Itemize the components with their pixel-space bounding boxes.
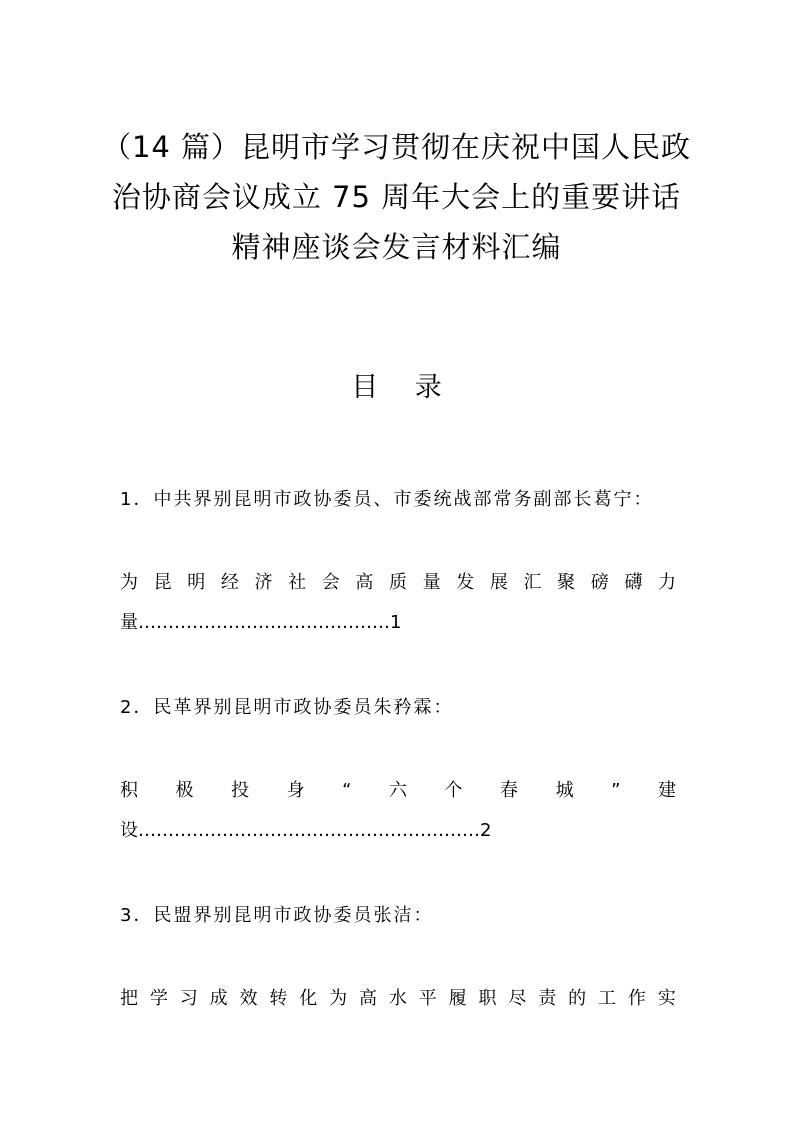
title-line-2: 治协商会议成立 75 周年大会上的重要讲话 bbox=[111, 180, 682, 214]
toc-char: 高 bbox=[355, 572, 374, 593]
toc-char: 社 bbox=[288, 572, 307, 593]
toc-char: 把 bbox=[120, 988, 138, 1009]
toc-char: 工 bbox=[598, 988, 616, 1009]
toc-char: 力 bbox=[658, 572, 676, 593]
toc-char: 聚 bbox=[557, 572, 576, 593]
toc-char: 磅 bbox=[590, 572, 609, 593]
toc-char: 为 bbox=[329, 988, 348, 1009]
toc-char: 发 bbox=[456, 572, 475, 593]
toc-char: 明 bbox=[187, 572, 206, 593]
toc-char: 为 bbox=[120, 572, 138, 593]
toc-char: 积 bbox=[120, 780, 138, 801]
toc-char: “ bbox=[342, 780, 352, 801]
toc-char: 经 bbox=[220, 572, 239, 593]
toc-char: 量 bbox=[422, 572, 441, 593]
toc-char: 投 bbox=[231, 780, 250, 801]
toc-char: 成 bbox=[209, 988, 228, 1009]
toc-char: 汇 bbox=[523, 572, 542, 593]
toc-char: 昆 bbox=[153, 572, 172, 593]
toc-char: 礴 bbox=[624, 572, 643, 593]
toc-char: 会 bbox=[321, 572, 340, 593]
toc-char: 化 bbox=[299, 988, 318, 1009]
toc-char: 效 bbox=[239, 988, 258, 1009]
toc-char: 转 bbox=[269, 988, 288, 1009]
toc-char: 城 bbox=[555, 780, 574, 801]
toc-char: 学 bbox=[149, 988, 168, 1009]
toc-char: 履 bbox=[448, 988, 467, 1009]
toc-char: 展 bbox=[489, 572, 508, 593]
toc-char: 尽 bbox=[508, 988, 527, 1009]
toc-char: 习 bbox=[179, 988, 198, 1009]
toc-char: 质 bbox=[389, 572, 407, 593]
title-line-1: （14 篇）昆明市学习贯彻在庆祝中国人民政 bbox=[101, 130, 692, 164]
toc-char: 水 bbox=[388, 988, 407, 1009]
toc-char: 作 bbox=[627, 988, 646, 1009]
toc-char: 职 bbox=[478, 988, 497, 1009]
toc-entry-1-title-end: 量……………………………………1 bbox=[120, 612, 402, 633]
toc-char: 的 bbox=[568, 988, 587, 1009]
toc-entry-2-title bbox=[120, 778, 676, 804]
toc-char: 高 bbox=[359, 988, 377, 1009]
toc-char: 春 bbox=[500, 780, 519, 801]
toc-heading: 目 录 bbox=[351, 372, 456, 403]
toc-char: 极 bbox=[175, 780, 194, 801]
toc-entry-1-head: 1．中共界别昆明市政协委员、市委统战部常务副部长葛宁： bbox=[120, 489, 654, 510]
toc-char: 责 bbox=[538, 988, 557, 1009]
toc-entry-2-head: 2．民革界别昆明市政协委员朱矜霖： bbox=[120, 697, 454, 718]
toc-char: 个 bbox=[444, 780, 463, 801]
toc-char: 六 bbox=[388, 780, 407, 801]
toc-char: 平 bbox=[418, 988, 437, 1009]
title-line-3: 精神座谈会发言材料汇编 bbox=[231, 230, 562, 264]
document-title bbox=[100, 122, 693, 272]
toc-char: 实 bbox=[657, 988, 676, 1009]
toc-entry-2-title-end: 设…………………………………………………2 bbox=[120, 820, 492, 841]
toc-char: 建 bbox=[657, 780, 676, 801]
toc-entry-1-title bbox=[120, 570, 676, 596]
toc-entry-3-title bbox=[120, 986, 676, 1012]
toc-entry-3-head: 3．民盟界别昆明市政协委员张洁： bbox=[120, 905, 434, 926]
toc-char: ” bbox=[611, 780, 621, 801]
toc-char: 济 bbox=[254, 572, 273, 593]
toc-char: 身 bbox=[286, 780, 305, 801]
